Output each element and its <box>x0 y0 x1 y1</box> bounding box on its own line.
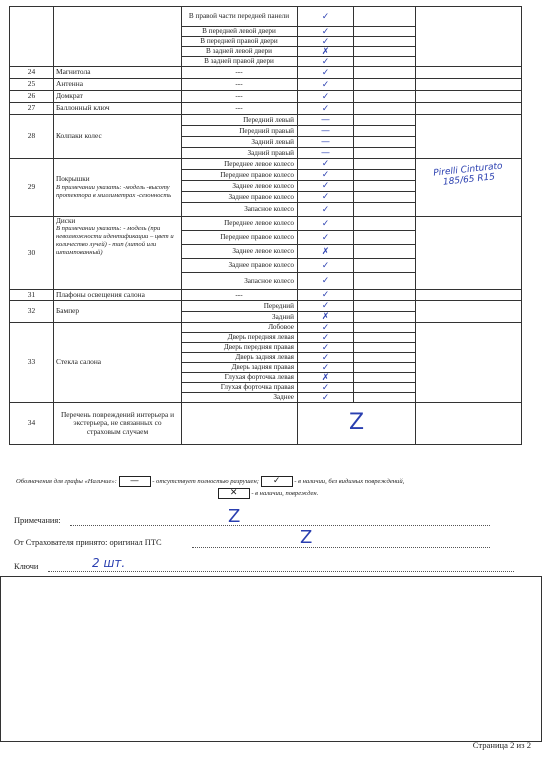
keys-label: Ключи <box>14 562 39 571</box>
row-number: 31 <box>10 290 54 301</box>
empty-cell <box>354 245 416 259</box>
handwritten-z-mark: Z <box>298 403 416 445</box>
presence-mark: ✓ <box>298 181 354 192</box>
sub-item: Запасное колесо <box>182 273 298 290</box>
row-number: 25 <box>10 79 54 91</box>
remark-cell <box>416 67 522 79</box>
presence-mark: ✓ <box>298 333 354 343</box>
presence-mark: — <box>298 148 354 159</box>
presence-mark: ✓ <box>298 393 354 403</box>
empty-cell <box>354 47 416 57</box>
notes-row <box>14 516 61 525</box>
presence-mark: ✓ <box>298 259 354 273</box>
remark-cell <box>416 159 522 217</box>
sub-item: В задней левой двери <box>182 47 298 57</box>
presence-mark: ✓ <box>298 37 354 47</box>
row-number <box>10 7 54 67</box>
empty-cell <box>354 7 416 27</box>
presence-mark: ✓ <box>298 363 354 373</box>
empty-cell <box>354 393 416 403</box>
empty-cell <box>354 79 416 91</box>
pts-line <box>192 547 490 548</box>
presence-mark: — <box>298 126 354 137</box>
notes-line <box>70 525 490 526</box>
remark-cell <box>416 103 522 115</box>
sub-item: Глухая форточка правая <box>182 383 298 393</box>
remark-cell <box>416 323 522 403</box>
remark-cell <box>416 79 522 91</box>
presence-mark: ✓ <box>298 217 354 231</box>
row-number: 28 <box>10 115 54 159</box>
legend <box>16 476 521 500</box>
sub-item: --- <box>182 67 298 79</box>
empty-cell <box>354 323 416 333</box>
row-note: В примечании указать: - модель (при невозможности идентификации – цвет и количество лучей) - тип (литой или штампованный) <box>56 225 174 257</box>
presence-mark: ✗ <box>298 47 354 57</box>
row-label: Антенна <box>54 79 182 91</box>
blank-signature-area <box>0 576 542 742</box>
empty-cell <box>354 353 416 363</box>
presence-mark: ✓ <box>298 27 354 37</box>
legend-cross-text: - в наличии, поврежден. <box>251 490 319 498</box>
empty-cell <box>354 192 416 203</box>
sub-item: Задний левый <box>182 137 298 148</box>
presence-mark: — <box>298 115 354 126</box>
remark-cell <box>416 217 522 290</box>
presence-mark: ✓ <box>298 170 354 181</box>
presence-mark: ✓ <box>298 301 354 312</box>
check-symbol-icon: ✓ <box>261 476 293 487</box>
empty-cell <box>354 383 416 393</box>
sub-item: Заднее <box>182 393 298 403</box>
row-number: 29 <box>10 159 54 217</box>
presence-mark: ✗ <box>298 373 354 383</box>
sub-item: Переднее правое колесо <box>182 231 298 245</box>
row-label-cell <box>54 217 182 290</box>
legend-check-text: - в наличии, без видимых повреждений, <box>294 478 405 486</box>
presence-mark: ✓ <box>298 343 354 353</box>
presence-mark: ✓ <box>298 57 354 67</box>
sub-item: В задней правой двери <box>182 57 298 67</box>
keys-row <box>14 562 38 571</box>
sub-item: В правой части передней панели <box>182 7 298 27</box>
sub-item: Задний правый <box>182 148 298 159</box>
presence-mark: ✓ <box>298 91 354 103</box>
presence-mark: ✓ <box>298 192 354 203</box>
presence-mark: ✓ <box>298 79 354 91</box>
sub-item: Заднее правое колесо <box>182 192 298 203</box>
empty-cell <box>354 363 416 373</box>
empty-cell <box>354 115 416 126</box>
row-label: Домкрат <box>54 91 182 103</box>
row-number: 30 <box>10 217 54 290</box>
presence-mark: ✓ <box>298 7 354 27</box>
remark-cell <box>416 403 522 445</box>
empty-cell <box>354 343 416 353</box>
notes-handwriting: Z <box>228 506 241 527</box>
presence-mark: ✓ <box>298 290 354 301</box>
row-label-cell <box>54 159 182 217</box>
presence-mark: ✗ <box>298 245 354 259</box>
empty-cell <box>354 91 416 103</box>
presence-mark: ✓ <box>298 67 354 79</box>
sub-item: Переднее левое колесо <box>182 217 298 231</box>
row-label: Магнитола <box>54 67 182 79</box>
empty-cell <box>354 312 416 323</box>
empty-cell <box>354 290 416 301</box>
sub-item: Передний правый <box>182 126 298 137</box>
empty-cell <box>354 137 416 148</box>
sub-item: Переднее левое колесо <box>182 159 298 170</box>
empty-cell <box>354 126 416 137</box>
sub-item: Заднее левое колесо <box>182 181 298 192</box>
empty-cell <box>354 301 416 312</box>
presence-mark: ✓ <box>298 231 354 245</box>
presence-mark: ✓ <box>298 383 354 393</box>
row-number: 26 <box>10 91 54 103</box>
row-label: Баллонный ключ <box>54 103 182 115</box>
presence-mark: ✓ <box>298 353 354 363</box>
sub-item: --- <box>182 91 298 103</box>
sub-item: В передней левой двери <box>182 27 298 37</box>
sub-item: Лобовое <box>182 323 298 333</box>
empty-cell <box>354 273 416 290</box>
remark-cell <box>416 91 522 103</box>
sub-item: Запасное колесо <box>182 203 298 217</box>
empty-cell <box>354 217 416 231</box>
sub-item: Переднее правое колесо <box>182 170 298 181</box>
pts-handwriting: Z <box>300 527 313 548</box>
presence-mark: ✓ <box>298 273 354 290</box>
sub-item: Задний <box>182 312 298 323</box>
empty-cell <box>354 148 416 159</box>
inspection-table <box>9 6 522 445</box>
empty-cell <box>354 57 416 67</box>
presence-mark: ✓ <box>298 203 354 217</box>
empty-cell <box>354 37 416 47</box>
keys-handwriting: 2 шт. <box>92 556 126 570</box>
empty-cell <box>354 259 416 273</box>
sub-item: Глухая форточка левая <box>182 373 298 383</box>
row-number: 34 <box>10 403 54 445</box>
row-note: В примечании указать: -модель -высоту протектора в миллиметрах -сезонность <box>56 183 172 199</box>
legend-dash-text: - отсутствует полностью разрушен; <box>152 478 259 486</box>
sub-item: Дверь передняя правая <box>182 343 298 353</box>
row-number: 33 <box>10 323 54 403</box>
empty-cell <box>354 67 416 79</box>
sub-item: Дверь задняя правая <box>182 363 298 373</box>
sub-item: --- <box>182 290 298 301</box>
row-label: Бампер <box>54 301 182 323</box>
sub-item: Заднее левое колесо <box>182 245 298 259</box>
tire-model-handwriting: Pirelli Cinturato 185/65 R15 <box>432 161 504 188</box>
keys-line <box>48 571 514 572</box>
presence-mark: ✓ <box>298 323 354 333</box>
presence-mark: ✓ <box>298 103 354 115</box>
empty-cell <box>354 181 416 192</box>
sub-item: --- <box>182 79 298 91</box>
sub-item: Передний левый <box>182 115 298 126</box>
page-number: Страница 2 из 2 <box>472 740 531 750</box>
cross-symbol-icon: ✕ <box>218 488 250 499</box>
remark-cell <box>416 301 522 323</box>
remark-cell <box>416 7 522 67</box>
legend-prefix: Обозначения для графы «Наличие»: <box>16 478 117 486</box>
presence-mark: ✗ <box>298 312 354 323</box>
empty-cell <box>354 203 416 217</box>
row-label: Диски <box>56 217 76 225</box>
sub-item: Передний <box>182 301 298 312</box>
pts-row <box>14 538 162 547</box>
row-number: 32 <box>10 301 54 323</box>
notes-label: Примечания: <box>14 516 61 525</box>
presence-mark: ✓ <box>298 159 354 170</box>
remark-cell <box>416 115 522 159</box>
pts-label: От Страхователя принято: оригинал ПТС <box>14 538 162 547</box>
empty-cell <box>354 159 416 170</box>
dash-symbol-icon: — <box>119 476 151 487</box>
row-number: 27 <box>10 103 54 115</box>
row-label: Плафоны освещения салона <box>54 290 182 301</box>
empty-cell <box>354 103 416 115</box>
sub-item: Заднее правое колесо <box>182 259 298 273</box>
empty-cell <box>354 170 416 181</box>
empty-cell <box>182 403 298 445</box>
row-label: Стекла салона <box>54 323 182 403</box>
row-label: Перечень повреждений интерьера и экстерьера, не связанных со страховым случаем <box>54 403 182 445</box>
empty-cell <box>354 333 416 343</box>
row-label <box>54 7 182 67</box>
sub-item: В передней правой двери <box>182 37 298 47</box>
empty-cell <box>354 231 416 245</box>
row-label: Покрышки <box>56 175 90 184</box>
remark-cell <box>416 290 522 301</box>
sub-item: Дверь задняя левая <box>182 353 298 363</box>
sub-item: --- <box>182 103 298 115</box>
sub-item: Дверь передняя левая <box>182 333 298 343</box>
row-label: Колпаки колес <box>54 115 182 159</box>
empty-cell <box>354 373 416 383</box>
row-number: 24 <box>10 67 54 79</box>
presence-mark: — <box>298 137 354 148</box>
empty-cell <box>354 27 416 37</box>
